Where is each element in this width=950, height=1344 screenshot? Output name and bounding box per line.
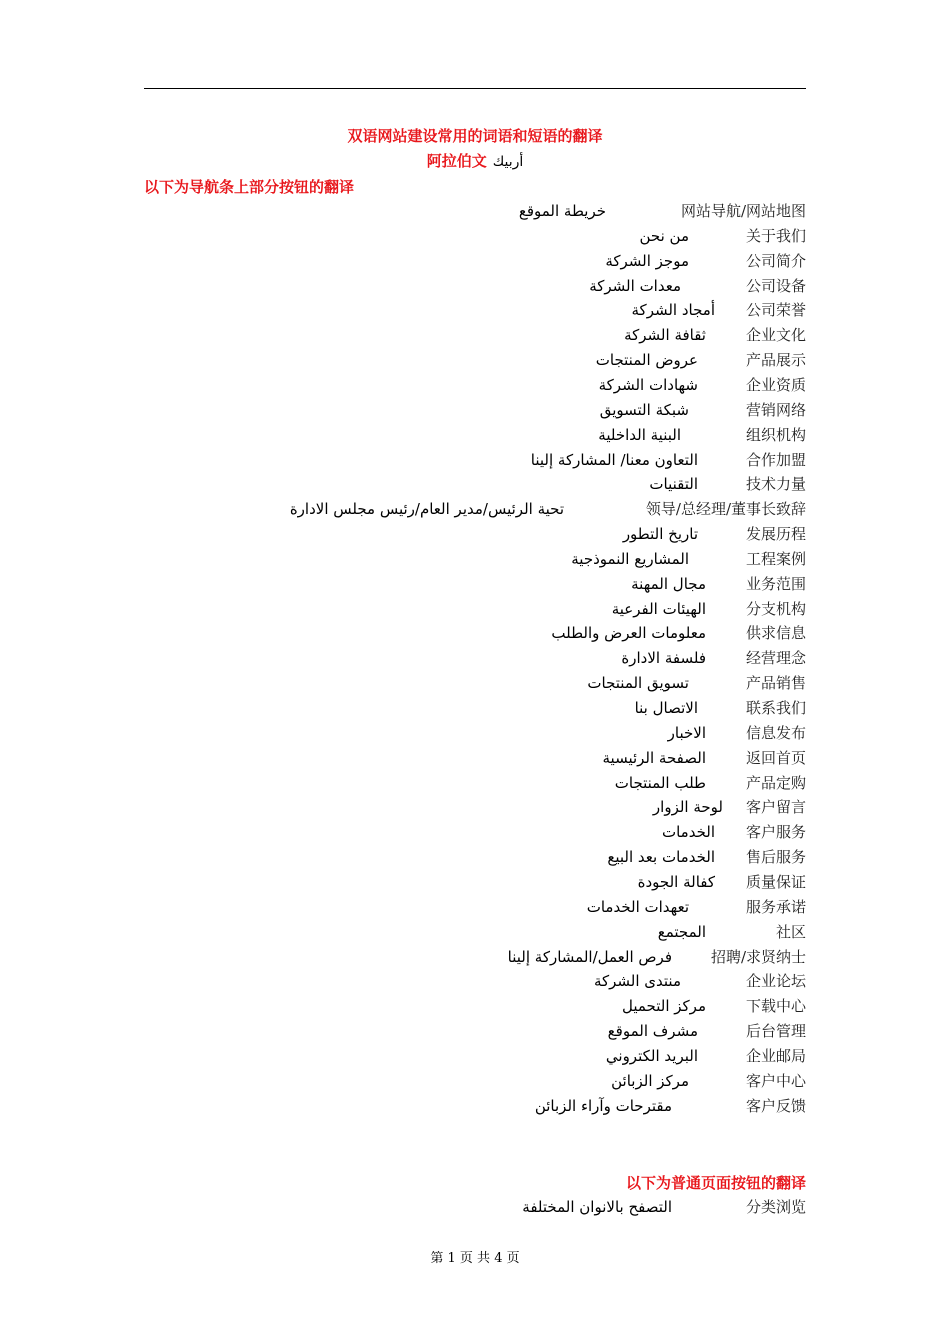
chinese-term: 企业邮局 bbox=[745, 1046, 806, 1065]
navigation-translation-row bbox=[144, 622, 806, 647]
navigation-translation-row bbox=[144, 697, 806, 722]
arabic-term: منتدى الشركة bbox=[593, 972, 681, 991]
arabic-term: تحية الرئيس/مدير العام/رئيس مجلس الادارة bbox=[289, 500, 564, 519]
chinese-term: 质量保证 bbox=[745, 872, 806, 891]
navigation-translation-row bbox=[144, 598, 806, 623]
chinese-term: 信息发布 bbox=[745, 723, 806, 742]
arabic-term: التقنيات bbox=[649, 475, 698, 494]
arabic-term: معدات الشركة bbox=[589, 276, 681, 295]
page-footer: 第 1 页 共 4 页 bbox=[430, 1251, 520, 1266]
arabic-term: معلومات العرض والطلب bbox=[551, 624, 706, 643]
arabic-term: المجتمع bbox=[657, 922, 706, 941]
chinese-term: 领导/总经理/董事长致辞 bbox=[645, 500, 806, 519]
chinese-term: 公司设备 bbox=[745, 276, 806, 295]
arabic-term: الصفحة الرئيسية bbox=[602, 748, 706, 767]
chinese-term: 社区 bbox=[775, 922, 806, 941]
arabic-term: لوحة الزوار bbox=[652, 798, 723, 817]
chinese-term: 公司荣誉 bbox=[745, 301, 806, 320]
arabic-term: موجز الشركة bbox=[605, 251, 689, 270]
navigation-translation-row bbox=[144, 523, 806, 548]
navigation-translation-row bbox=[144, 324, 806, 349]
arabic-term: خريطة الموقع bbox=[518, 202, 606, 220]
page-button-translation-row bbox=[144, 1196, 806, 1221]
chinese-term: 下载中心 bbox=[745, 997, 806, 1016]
arabic-term: مركز الزبائن bbox=[611, 1071, 689, 1090]
arabic-term: الخدمات bbox=[661, 823, 715, 842]
navigation-translation-row bbox=[144, 250, 806, 275]
chinese-term: 联系我们 bbox=[745, 699, 806, 717]
arabic-term: مركز التحميل bbox=[621, 997, 706, 1016]
chinese-term: 产品定购 bbox=[745, 773, 806, 792]
chinese-term: 公司简介 bbox=[745, 251, 806, 270]
arabic-term: طلب المنتجات bbox=[614, 773, 706, 792]
navigation-translation-row bbox=[144, 275, 806, 300]
chinese-term: 业务范围 bbox=[745, 574, 806, 593]
arabic-term: مقترحات وآراء الزبائن bbox=[534, 1096, 672, 1115]
chinese-term: 营销网络 bbox=[745, 400, 806, 419]
chinese-term: 招聘/求贤纳士 bbox=[710, 947, 806, 966]
chinese-term: 返回首页 bbox=[745, 748, 806, 767]
arabic-term: الاخبار bbox=[667, 723, 706, 742]
arabic-term: مجال المهنة bbox=[631, 574, 706, 593]
document-subtitle bbox=[0, 150, 950, 171]
subtitle-arabic: أربيك bbox=[492, 154, 524, 170]
navigation-translation-row bbox=[144, 1070, 806, 1095]
section-heading-page-buttons: 以下为普通页面按钮的翻译 bbox=[625, 1174, 806, 1192]
chinese-term: 服务承诺 bbox=[745, 897, 806, 916]
arabic-term: التعاون معنا/ المشاركة إلينا bbox=[530, 450, 698, 469]
arabic-term: البريد الكتروني bbox=[605, 1046, 698, 1065]
chinese-term: 技术力量 bbox=[745, 475, 806, 494]
navigation-translation-row bbox=[144, 498, 806, 523]
chinese-term: 合作加盟 bbox=[745, 450, 806, 469]
navigation-translation-row bbox=[144, 846, 806, 871]
navigation-translation-row bbox=[144, 821, 806, 846]
chinese-term: 客户留言 bbox=[745, 798, 806, 817]
navigation-translation-row bbox=[144, 796, 806, 821]
navigation-translation-row bbox=[144, 722, 806, 747]
chinese-term: 客户反馈 bbox=[745, 1096, 806, 1115]
arabic-term: ثقافة الشركة bbox=[624, 326, 706, 345]
navigation-translation-row bbox=[144, 349, 806, 374]
chinese-term: 组织机构 bbox=[745, 425, 806, 444]
arabic-term: تعهدات الخدمات bbox=[586, 897, 689, 916]
navigation-translation-row bbox=[144, 970, 806, 995]
navigation-translation-row bbox=[144, 871, 806, 896]
arabic-term: المشاريع النموذجية bbox=[571, 549, 689, 568]
arabic-term: الخدمات بعد البيع bbox=[607, 848, 715, 867]
arabic-term: تاريخ التطور bbox=[622, 525, 698, 544]
chinese-term: 经营理念 bbox=[745, 649, 806, 668]
navigation-translation-row bbox=[144, 995, 806, 1020]
chinese-term: 企业论坛 bbox=[745, 972, 806, 991]
chinese-term: 产品展示 bbox=[745, 351, 806, 370]
navigation-translation-row bbox=[144, 946, 806, 971]
arabic-term: شهادات الشركة bbox=[598, 375, 698, 394]
chinese-term: 分类浏览 bbox=[745, 1198, 806, 1216]
chinese-term: 企业资质 bbox=[745, 375, 806, 394]
chinese-term: 分支机构 bbox=[745, 599, 806, 618]
navigation-translation-row bbox=[144, 747, 806, 772]
chinese-term: 客户服务 bbox=[745, 823, 806, 842]
arabic-term: فرص العمل/المشاركة إلينا bbox=[507, 947, 672, 966]
chinese-term: 网站导航/网站地图 bbox=[680, 202, 806, 220]
arabic-term: عروض المنتجات bbox=[595, 351, 698, 370]
navigation-translation-row bbox=[144, 449, 806, 474]
navigation-translation-row bbox=[144, 200, 806, 225]
arabic-term: أمجاد الشركة bbox=[631, 301, 715, 320]
arabic-term: مشرف الموقع bbox=[607, 1022, 698, 1041]
chinese-term: 工程案例 bbox=[745, 549, 806, 568]
header-rule bbox=[144, 88, 806, 89]
chinese-term: 企业文化 bbox=[745, 326, 806, 345]
chinese-term: 售后服务 bbox=[745, 848, 806, 867]
navigation-translation-row bbox=[144, 573, 806, 598]
chinese-term: 供求信息 bbox=[745, 624, 806, 643]
navigation-translation-row bbox=[144, 1095, 806, 1120]
arabic-term: الاتصال بنا bbox=[634, 699, 698, 717]
navigation-translation-row bbox=[144, 424, 806, 449]
arabic-term: تسويق المنتجات bbox=[587, 674, 689, 693]
navigation-translation-row bbox=[144, 896, 806, 921]
navigation-translation-row bbox=[144, 921, 806, 946]
arabic-term: الهيئات الفرعية bbox=[611, 599, 706, 618]
chinese-term: 后台管理 bbox=[745, 1022, 806, 1041]
section-heading-navigation: 以下为导航条上部分按钮的翻译 bbox=[144, 178, 355, 196]
navigation-translation-row bbox=[144, 399, 806, 424]
chinese-term: 发展历程 bbox=[745, 525, 806, 544]
subtitle-chinese: 阿拉伯文 bbox=[426, 152, 487, 170]
navigation-translation-row bbox=[144, 225, 806, 250]
chinese-term: 客户中心 bbox=[745, 1071, 806, 1090]
navigation-translation-row bbox=[144, 672, 806, 697]
arabic-term: فلسفة الادارة bbox=[621, 649, 706, 668]
navigation-translation-row bbox=[144, 548, 806, 573]
navigation-translation-row bbox=[144, 1020, 806, 1045]
arabic-term: البنية الداخلية bbox=[598, 425, 681, 444]
chinese-term: 产品销售 bbox=[745, 674, 806, 693]
arabic-term: التصفح بالانوان المختلفة bbox=[522, 1198, 672, 1216]
arabic-term: شبكة التسويق bbox=[599, 400, 689, 419]
navigation-translation-row bbox=[144, 1045, 806, 1070]
navigation-translation-row bbox=[144, 772, 806, 797]
navigation-translation-row bbox=[144, 374, 806, 399]
document-title: 双语网站建设常用的词语和短语的翻译 bbox=[347, 127, 603, 145]
navigation-translation-row bbox=[144, 647, 806, 672]
arabic-term: كفالة الجودة bbox=[637, 872, 715, 891]
arabic-term: من نحن bbox=[639, 226, 689, 245]
navigation-translation-row bbox=[144, 299, 806, 324]
navigation-translation-row bbox=[144, 473, 806, 498]
chinese-term: 关于我们 bbox=[745, 226, 806, 245]
